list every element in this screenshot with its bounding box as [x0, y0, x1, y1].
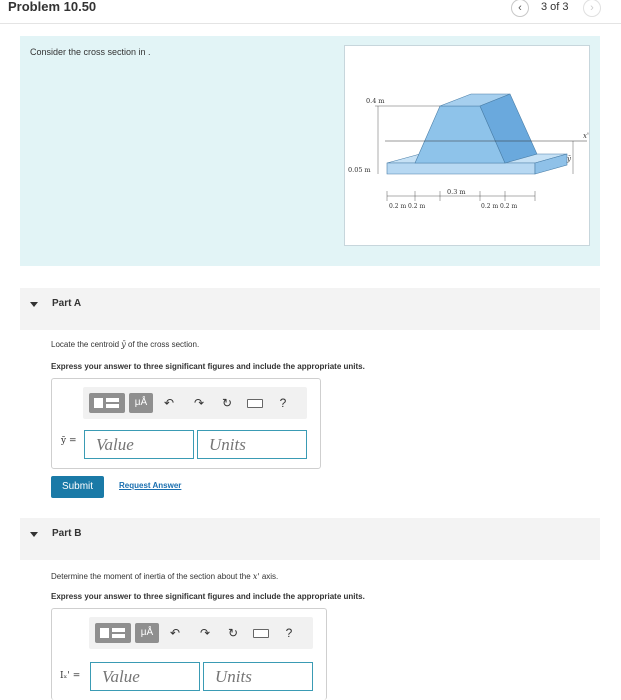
mid-width-label: 0.3 m [447, 188, 466, 196]
problem-intro [20, 36, 600, 266]
part-a-answer-box [51, 378, 321, 469]
redo-icon[interactable]: ↷ [199, 626, 211, 640]
redo-icon[interactable]: ↷ [193, 396, 205, 410]
intro-text: Consider the cross section in . [30, 47, 151, 57]
y-bar-variable-label: ȳ = [61, 436, 77, 446]
part-a-header[interactable] [20, 288, 600, 330]
problem-counter: 3 of 3 [541, 1, 569, 13]
problem-title: Problem 10.50 [8, 0, 97, 14]
cross-section-drawing [345, 46, 591, 247]
part-a-question: Locate the centroid ȳ of the cross section. [51, 340, 200, 349]
undo-icon[interactable]: ↶ [169, 626, 181, 640]
help-button[interactable]: ? [279, 396, 287, 410]
keyboard-icon[interactable] [247, 399, 263, 408]
previous-problem-button[interactable]: ‹ [511, 0, 529, 17]
collapse-caret-icon[interactable] [30, 532, 38, 537]
part-b-answer-box [51, 608, 327, 700]
templates-button[interactable] [89, 393, 125, 413]
part-b-label: Part B [52, 528, 82, 539]
keyboard-icon[interactable] [253, 629, 269, 638]
request-answer-link[interactable]: Request Answer [119, 481, 182, 490]
part-b-value-input[interactable] [90, 662, 200, 691]
left-segments-label: 0.2 m 0.2 m [389, 203, 426, 210]
part-b-instruction: Express your answer to three significant figures and include the appropriate units. [51, 592, 365, 601]
moment-of-inertia-variable-label: Iₓ' = [60, 671, 81, 681]
part-b-question: Determine the moment of inertia of the section about the x' axis. [51, 572, 279, 581]
next-problem-button[interactable]: › [583, 0, 601, 17]
symbols-button[interactable]: μÅ [129, 393, 153, 413]
part-b-header[interactable] [20, 518, 600, 560]
header [0, 0, 621, 24]
x-prime-label: x' [583, 132, 589, 140]
y-bar-label: ȳ [567, 155, 571, 163]
part-a-label: Part A [52, 298, 82, 309]
top-width-label: 0.4 m [366, 97, 385, 105]
submit-button[interactable]: Submit [51, 476, 104, 498]
templates-button[interactable] [95, 623, 131, 643]
symbols-button[interactable]: μÅ [135, 623, 159, 643]
right-segments-label: 0.2 m 0.2 m [481, 203, 518, 210]
part-a-value-input[interactable] [84, 430, 194, 459]
cross-section-figure [344, 45, 590, 246]
flange-front-face [387, 163, 535, 174]
part-a-units-input[interactable] [197, 430, 307, 459]
reset-icon[interactable]: ↻ [227, 626, 239, 640]
collapse-caret-icon[interactable] [30, 302, 38, 307]
math-toolbar [89, 617, 313, 649]
math-toolbar [83, 387, 307, 419]
part-b-units-input[interactable] [203, 662, 313, 691]
reset-icon[interactable]: ↻ [221, 396, 233, 410]
undo-icon[interactable]: ↶ [163, 396, 175, 410]
help-button[interactable]: ? [285, 626, 293, 640]
part-a-instruction: Express your answer to three significant figures and include the appropriate units. [51, 362, 365, 371]
flange-thickness-label: 0.05 m [348, 166, 371, 174]
